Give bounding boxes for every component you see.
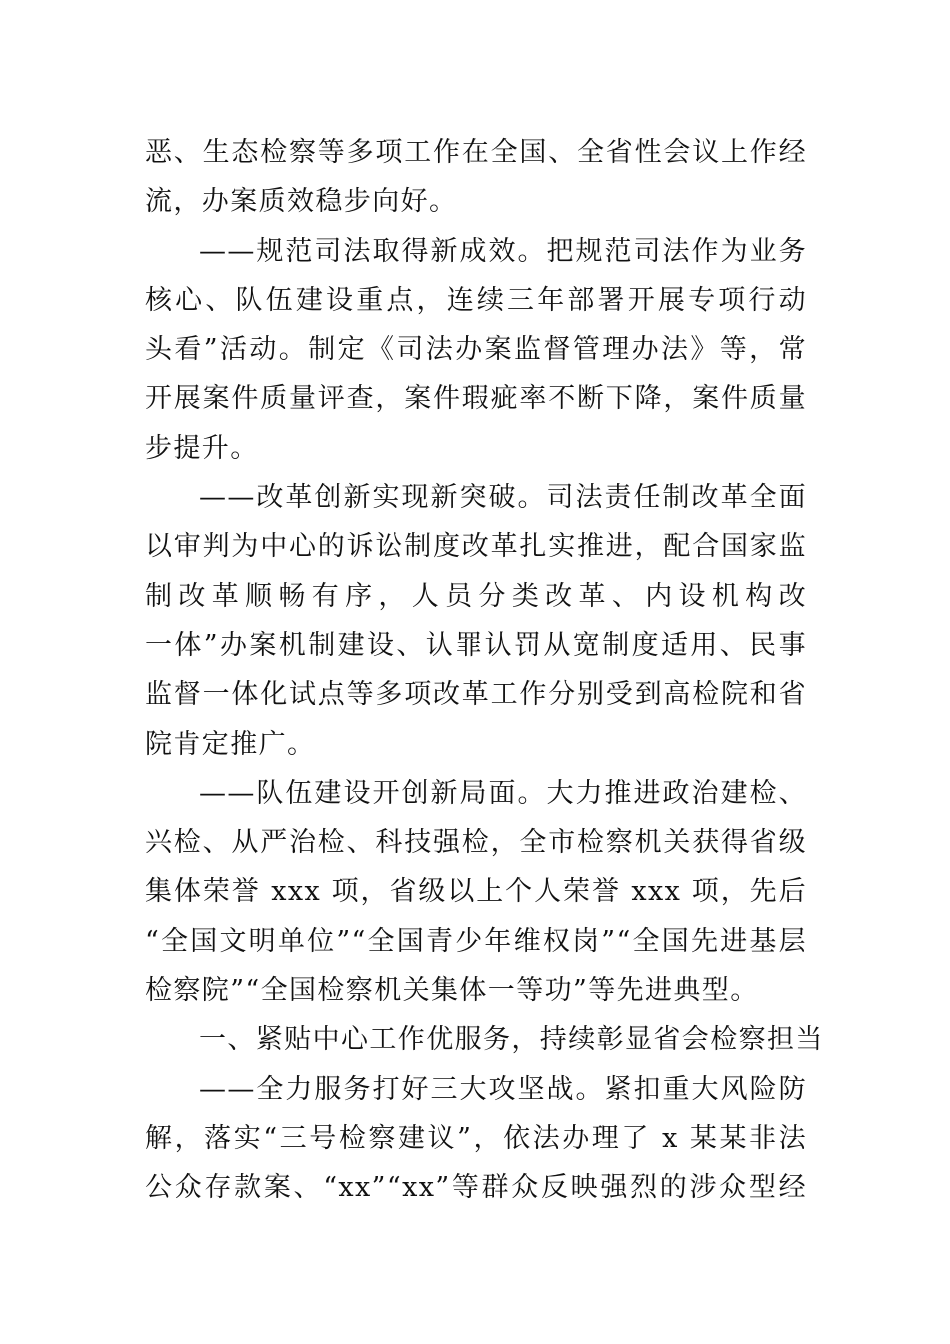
text-line-22: 公众存款案、“xx”“xx”等群众反映强烈的涉众型经 — [145, 1172, 807, 1204]
text-line-2: 流，办案质效稳步向好。 — [145, 186, 458, 218]
text-line-15: 兴检、从严治检、科技强检，全市检察机关获得省级 — [145, 827, 807, 859]
text-line-18: 检察院”“全国检察机关集体一等功”等先进典型。 — [145, 975, 759, 1007]
text-line-6: 开展案件质量评查，案件瑕疵率不断下降，案件质量 — [145, 383, 807, 415]
text-line-5: 头看”活动。制定《司法办案监督管理办法》等，常 — [145, 334, 807, 366]
text-line-9: 以审判为中心的诉讼制度改革扎实推进，配合国家监 — [145, 531, 807, 563]
text-line-16: 集体荣誉 xxx 项，省级以上个人荣誉 xxx 项，先后 — [145, 876, 807, 908]
text-line-7: 步提升。 — [145, 432, 259, 464]
text-line-20: ——全力服务打好三大攻坚战。紧扣重大风险防 — [199, 1073, 807, 1105]
text-line-1: 恶、生态检察等多项工作在全国、全省性会议上作经 — [145, 137, 807, 168]
document-body — [145, 128, 824, 1213]
text-line-19: 一、紧贴中心工作优服务，持续彰显省会检察担当 — [199, 1024, 824, 1056]
text-line-8: ——改革创新实现新突破。司法责任制改革全面 — [199, 482, 807, 514]
text-line-13: 院肯定推广。 — [145, 728, 316, 760]
text-line-4: 核心、队伍建设重点，连续三年部署开展专项行动 — [145, 284, 807, 316]
text-line-3: ——规范司法取得新成效。把规范司法作为业务 — [199, 235, 807, 267]
text-line-11: 一体”办案机制建设、认罪认罚从宽制度适用、民事 — [145, 629, 807, 661]
text-line-17: “全国文明单位”“全国青少年维权岗”“全国先进基层 — [145, 925, 807, 957]
text-line-14: ——队伍建设开创新局面。大力推进政治建检、 — [199, 777, 807, 809]
text-line-12: 监督一体化试点等多项改革工作分别受到高检院和省 — [145, 679, 807, 711]
text-line-21: 解，落实“三号检察建议”，依法办理了 x 某某非法 — [145, 1122, 807, 1154]
text-line-10: 制改革顺畅有序，人员分类改革、内设机构改 — [145, 580, 807, 612]
